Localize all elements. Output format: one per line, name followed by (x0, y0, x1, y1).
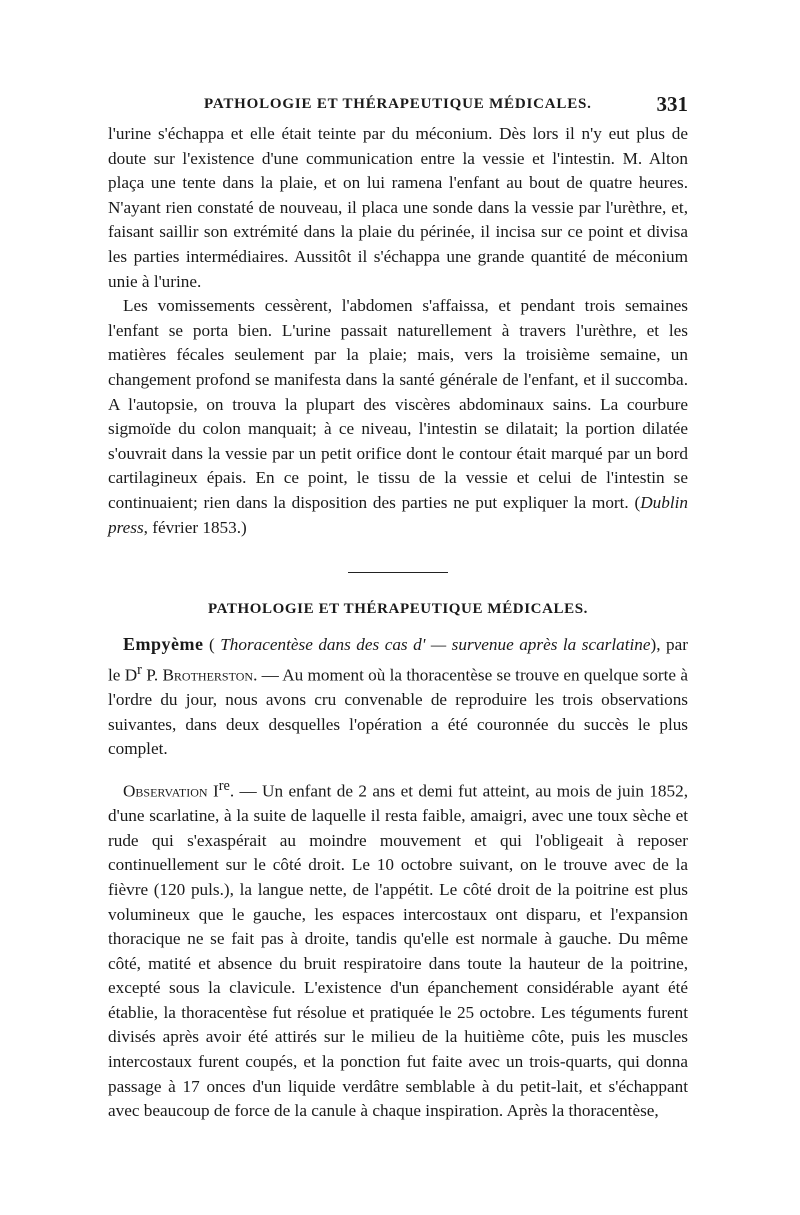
book-page (108, 92, 688, 1124)
byline-superscript: r (137, 661, 142, 678)
citation-date: , février 1853.) (143, 517, 247, 537)
article-title: Empyème (123, 634, 204, 655)
running-title: PATHOLOGIE ET THÉRAPEUTIQUE MÉDICALES. (204, 96, 592, 112)
citation-source: Dublin press (108, 492, 688, 537)
observation-label-superscript: re (218, 777, 230, 794)
article-author: P. Brotherston (141, 665, 254, 685)
section-divider (348, 572, 448, 573)
observation-paragraph (108, 774, 688, 1124)
section-title: PATHOLOGIE ET THÉRAPEUTIQUE MÉDICALES. (207, 601, 589, 618)
subtitle-open: ( (203, 635, 221, 655)
observation-text: . — Un enfant de 2 ans et demi fut atteint, au mois de juin 1852, d'une scarlatine, à la suite de laquelle il resta faible, amaigri, avec une toux sèche et rude qui s'exaspérait au moindre mouvement et qui l'obligeait à reposer continuellement sur le côté droit. Le 10 octobre suivant, on le trouve avec de la fièvre (120 puls.), la langue nette, de l'appétit. Le côté droit de la poitrine est plus volumineux que le gauche, les espaces intercostaux ont disparu, et l'expansion thoracique ne se fait pas à droite, tandis qu'elle est normale à gauche. Du même côté, matité et absence du bruit respiratoire dans toute la hauteur de la poitrine, excepté sous la clavicule. L'existence d'un épanchement considérable ayant été établie, la thoracentèse fut résolue et pratiquée le 25 octobre. Les téguments furent divisés après avoir été attirés sur le milieu de la huitième côte, puis les muscles intercostaux furent coupés, et la ponction fut faite avec un trois-quarts, qui donna passage à 17 onces d'un liquide verdâtre semblable à du petit-lait, et s'échappant avec beaucoup de force de la canule à chaque inspiration. Après la thoracentèse, (108, 781, 688, 1121)
article-intro (108, 632, 688, 762)
paragraph-continuation (108, 122, 688, 294)
article-intro-text: . — Au moment où la thoracentèse se trouve en quelque sorte à l'ordre du jour, nous avons cru convenable de reproduire les trois observations suivantes, dans deux desquelles l'opération a été couronnée du succès le plus complet. (108, 665, 688, 759)
subtitle-close: ), (650, 635, 667, 655)
paragraph-text: l'urine s'échappa et elle était teinte par du méconium. Dès lors il n'y eut plus de doute sur l'existence d'une communication entre la vessie et l'intestin. M. Alton plaça une tente dans la plaie, et on lui ramena l'enfant au bout de quatre heures. N'ayant rien constaté de nouveau, il placa une sonde dans la vessie par l'urèthre, et, faisant saillir son extrémité dans la plaie du périnée, il incisa sur ce point et divisa les parties intermédiaires. Aussitôt il s'échappa une grande quantité de méconium unie à l'urine. (108, 124, 688, 291)
running-header (108, 92, 688, 122)
page-number: 331 (656, 92, 688, 116)
observation-label: Observation I (123, 781, 219, 801)
paragraph-autopsy (108, 294, 688, 540)
paragraph-text: Les vomissements cessèrent, l'abdomen s'affaissa, et pendant trois semaines l'enfant se porta bien. L'urine passait naturellement à travers l'urèthre, et les matières fécales seulement par la plaie; mais, vers la troisième semaine, un changement profond se manifesta dans la santé générale de l'enfant, et il succomba. A l'autopsie, on trouva la plupart des viscères abdominaux sains. La courbure sigmoïde du colon manquait; à ce niveau, l'intestin se dilatait; la portion dilatée s'ouvrait dans la vessie par un petit orifice dont le contour était marqué par un bord cartilagineux épais. En ce point, le tissu de la vessie et celui de l'intestin se continuaient; rien dans la disposition des parties ne put expliquer la mort. ( (108, 296, 688, 512)
article-subtitle: Thoracentèse dans des cas d' — survenue après la scarlatine (220, 635, 651, 655)
byline-prefix: par le D (108, 635, 688, 685)
